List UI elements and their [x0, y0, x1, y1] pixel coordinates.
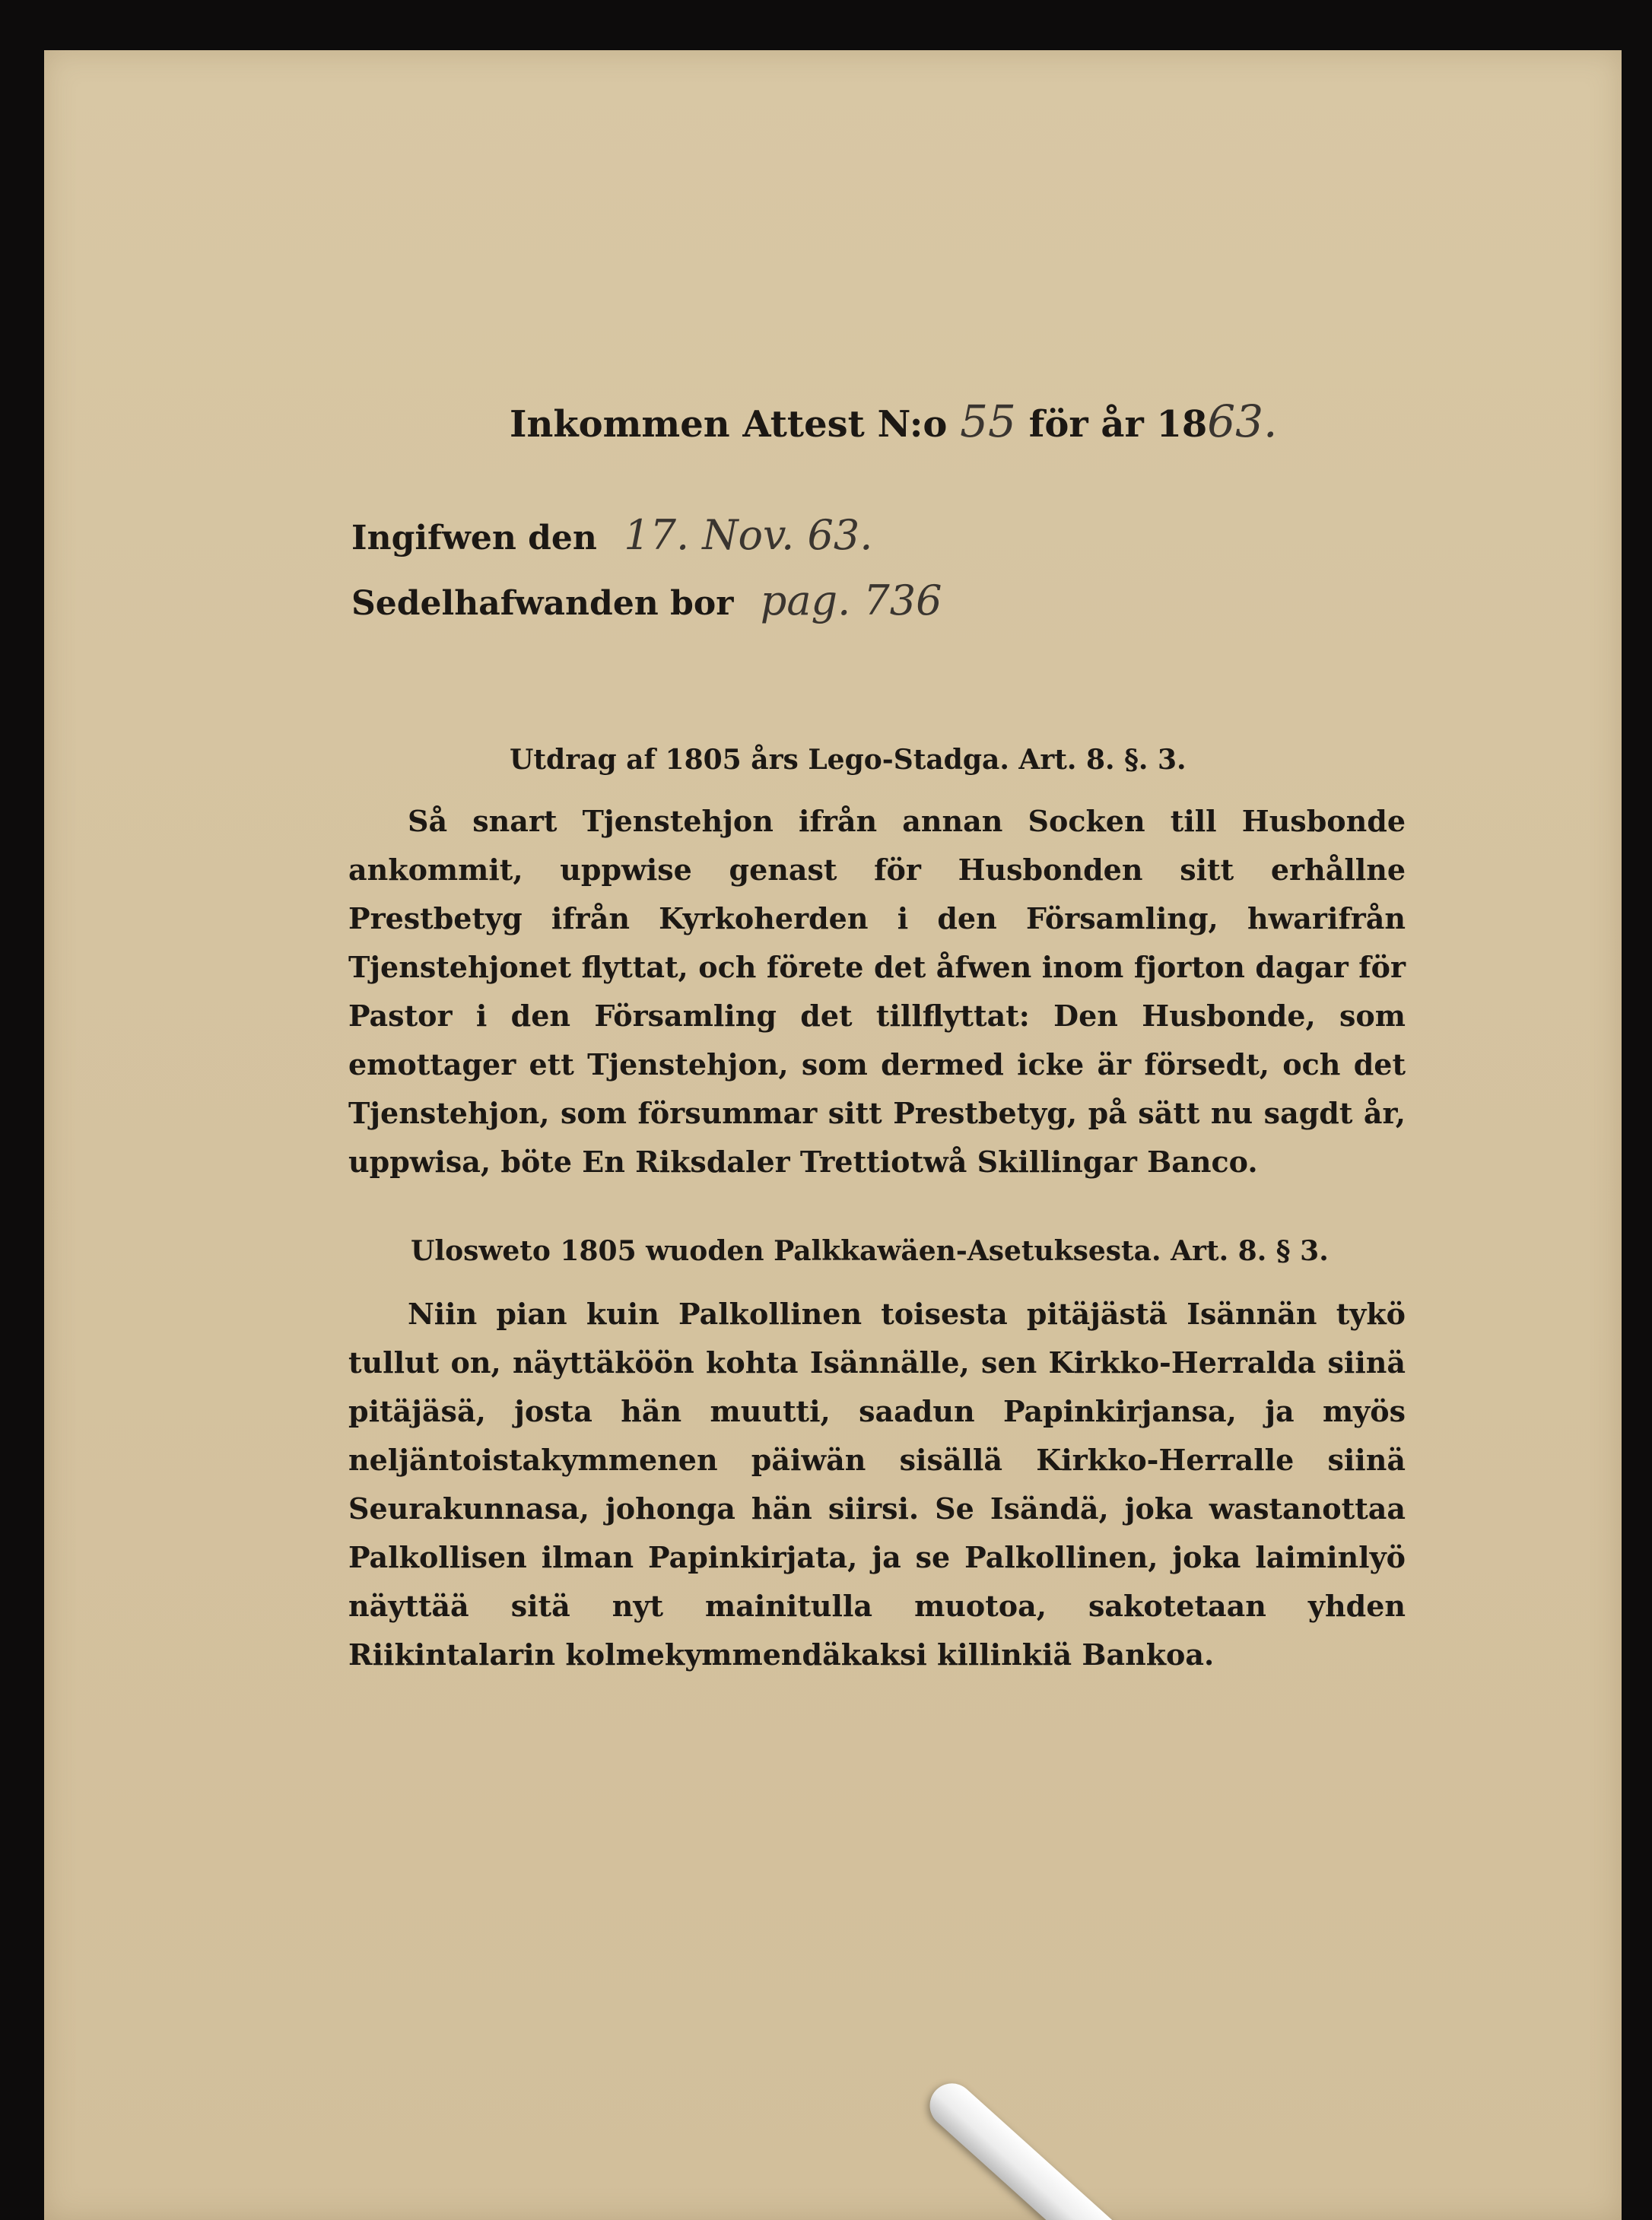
finnish-heading: Ulosweto 1805 wuoden Palkkawäen-Asetuksesta. Art. 8. § 3.: [411, 1235, 1329, 1267]
title-prefix: Inkommen Attest N:o: [510, 403, 948, 446]
field-submitted: [351, 511, 872, 559]
finnish-body: Niin pian kuin Palkollinen toisesta pitäjästä Isännän tykö tullut on, näyttäköön kohta Isännälle, sen Kirkko-Herralda siinä pitäjäsä, josta hän muutti, saadun Papinkirjansa, ja myös neljäntoistakymmenen päiwän sisällä Kirkko-Herralle siinä Seurakunnasa, johonga hän siirsi. Se Isändä, joka wastanottaa Palkollisen ilman Papinkirjata, ja se Palkollinen, joka laiminlyö näyttää sitä nyt mainitulla muotoa, sakotetaan yhden Riikintalarin kolmekymmendäkaksi killinkiä Bankoa.: [348, 1297, 1406, 1672]
field-residence-label: Sedelhafwanden bor: [351, 584, 734, 623]
year-label: för år 18: [1028, 403, 1208, 446]
field-submitted-value: 17. Nov. 63.: [624, 511, 873, 559]
field-residence: [351, 576, 942, 624]
year-value: 63.: [1207, 395, 1278, 447]
document-title: [510, 395, 1278, 447]
swedish-body: Så snart Tjenstehjon ifrån annan Socken till Husbonde ankommit, uppwise genast för Husbonden sitt erhållne Prestbetyg ifrån Kyrkoherden i den Församling, hwarifrån Tjenstehjonet flyttat, och förete det åfwen inom fjorton dagar för Pastor i den Församling det tillflyttat: Den Husbonde, som emottager ett Tjenstehjon, som dermed icke är försedt, och det Tjenstehjon, som försummar sitt Prestbetyg, på sätt nu sagdt år, uppwisa, böte En Riksdaler Trettiotwå Skillingar Banco.: [348, 804, 1406, 1179]
field-submitted-label: Ingifwen den: [351, 519, 597, 557]
swedish-heading: Utdrag af 1805 års Lego-Stadga. Art. 8. §. 3.: [510, 744, 1187, 776]
attest-number: 55: [960, 395, 1016, 447]
field-residence-value: pag. 736: [760, 576, 942, 624]
